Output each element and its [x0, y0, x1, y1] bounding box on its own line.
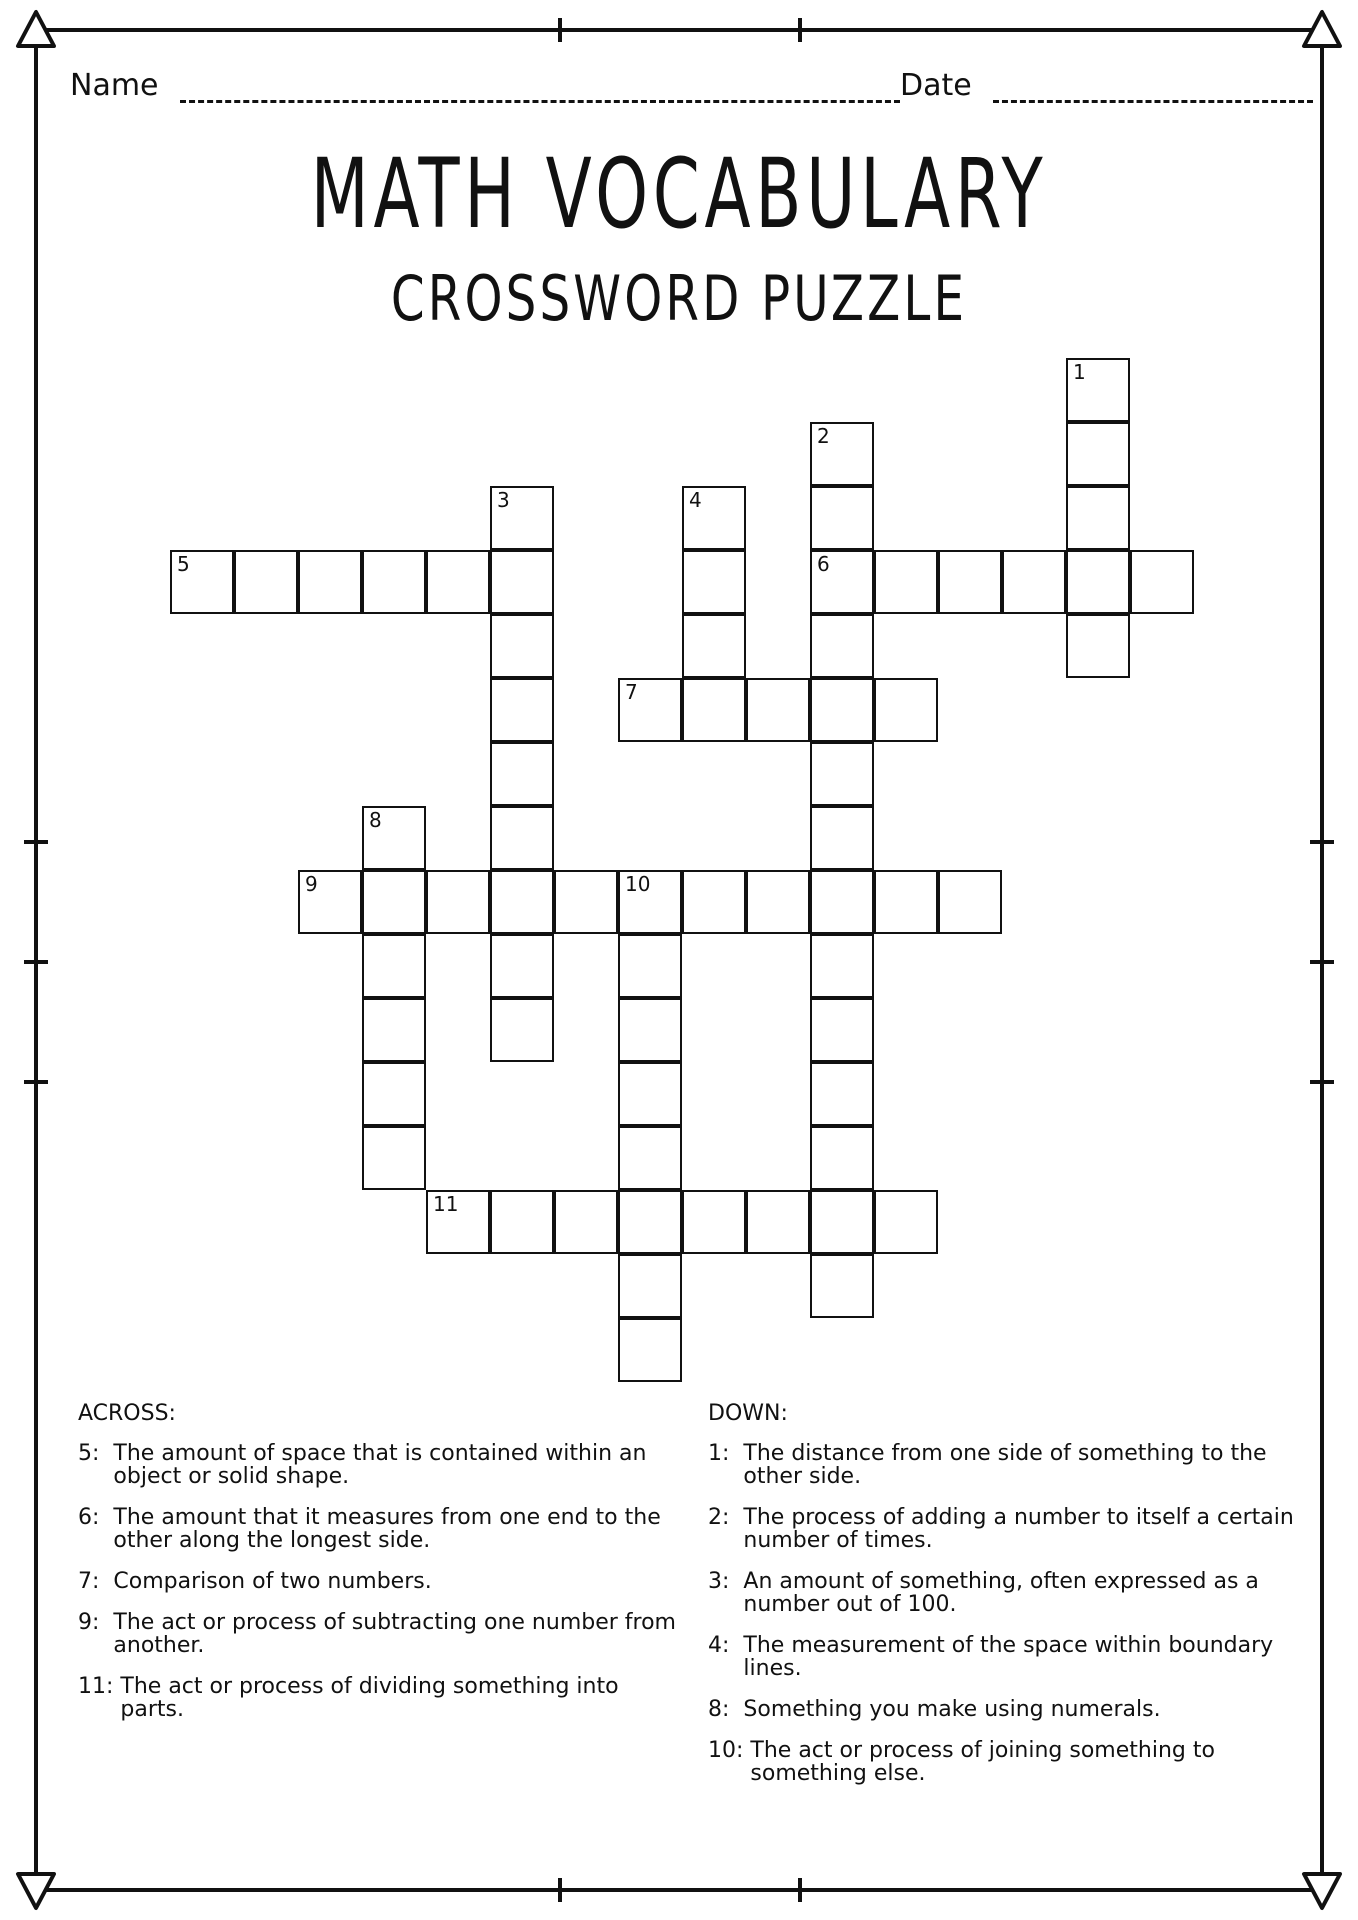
down-clue: [708, 1698, 1298, 1721]
crossword-cell[interactable]: [490, 806, 554, 870]
crossword-cell[interactable]: [1066, 358, 1130, 422]
down-clue: [708, 1739, 1298, 1785]
crossword-cell[interactable]: [1066, 614, 1130, 678]
down-clue: [708, 1634, 1298, 1680]
crossword-cell[interactable]: [362, 870, 426, 934]
clue-number: 3: [497, 488, 510, 512]
crossword-cell[interactable]: [810, 422, 874, 486]
across-clue: [78, 1506, 678, 1552]
crossword-cell[interactable]: [298, 550, 362, 614]
crossword-cell[interactable]: [618, 934, 682, 998]
crossword-cell[interactable]: [810, 870, 874, 934]
crossword-cell[interactable]: [1130, 550, 1194, 614]
crossword-cell[interactable]: [810, 998, 874, 1062]
crossword-cell[interactable]: [618, 998, 682, 1062]
crossword-cell[interactable]: [810, 486, 874, 550]
crossword-cell[interactable]: [490, 614, 554, 678]
date-label: Date: [900, 68, 972, 103]
across-clues: [78, 1402, 678, 1739]
crossword-cell[interactable]: [682, 678, 746, 742]
crossword-cell[interactable]: [362, 934, 426, 998]
crossword-cell[interactable]: [554, 870, 618, 934]
crossword-cell[interactable]: [362, 1062, 426, 1126]
crossword-cell[interactable]: [746, 870, 810, 934]
clue-number-label: 2:: [708, 1505, 744, 1530]
crossword-cell[interactable]: [746, 678, 810, 742]
name-label: Name: [70, 68, 159, 103]
crossword-cell[interactable]: [490, 870, 554, 934]
clue-text: The measurement of the space within boundary lines.: [743, 1633, 1274, 1681]
crossword-cell[interactable]: [682, 614, 746, 678]
crossword-cell[interactable]: [810, 1062, 874, 1126]
clue-text: Comparison of two numbers.: [113, 1569, 432, 1594]
crossword-cell[interactable]: [618, 1126, 682, 1190]
crossword-cell[interactable]: [810, 1126, 874, 1190]
crossword-cell[interactable]: [1066, 486, 1130, 550]
crossword-cell[interactable]: [618, 1254, 682, 1318]
clue-number-label: 11:: [78, 1674, 121, 1699]
crossword-cell[interactable]: [426, 550, 490, 614]
clue-number: 6: [817, 552, 830, 576]
crossword-cell[interactable]: [490, 678, 554, 742]
clue-text: The process of adding a number to itself a certain number of times.: [743, 1505, 1294, 1553]
clue-number-label: 1:: [708, 1441, 744, 1466]
across-clue: [78, 1611, 678, 1657]
clue-number-label: 6:: [78, 1505, 114, 1530]
clue-number: 8: [369, 808, 382, 832]
clue-number: 9: [305, 872, 318, 896]
crossword-cell[interactable]: [874, 678, 938, 742]
clue-text: The amount of space that is contained within an object or solid shape.: [113, 1441, 647, 1489]
crossword-cell[interactable]: [362, 550, 426, 614]
crossword-cell[interactable]: [490, 1190, 554, 1254]
crossword-cell[interactable]: [490, 998, 554, 1062]
crossword-cell[interactable]: [874, 550, 938, 614]
crossword-cell[interactable]: [362, 998, 426, 1062]
clue-number: 2: [817, 424, 830, 448]
crossword-cell[interactable]: [746, 1190, 810, 1254]
across-clue: [78, 1675, 678, 1721]
crossword-cell[interactable]: [874, 1190, 938, 1254]
crossword-cell[interactable]: [810, 1254, 874, 1318]
clue-number: 5: [177, 552, 190, 576]
crossword-cell[interactable]: [874, 870, 938, 934]
clue-number-label: 7:: [78, 1569, 114, 1594]
crossword-cell[interactable]: [938, 550, 1002, 614]
page-subtitle: CROSSWORD PUZZLE: [390, 262, 968, 335]
clue-number: 11: [433, 1192, 459, 1216]
crossword-cell[interactable]: [810, 550, 874, 614]
crossword-cell[interactable]: [682, 1190, 746, 1254]
across-clue: [78, 1442, 678, 1488]
clue-text: The act or process of dividing something into parts.: [120, 1674, 619, 1722]
crossword-cell[interactable]: [810, 1190, 874, 1254]
down-clue: [708, 1570, 1298, 1616]
crossword-cell[interactable]: [682, 550, 746, 614]
crossword-cell[interactable]: [362, 1126, 426, 1190]
crossword-cell[interactable]: [618, 678, 682, 742]
clue-number-label: 4:: [708, 1633, 744, 1658]
crossword-cell[interactable]: [170, 550, 234, 614]
clue-number-label: 10:: [708, 1738, 751, 1763]
crossword-cell[interactable]: [1002, 550, 1066, 614]
crossword-cell[interactable]: [810, 614, 874, 678]
page-title: MATH VOCABULARY: [310, 138, 1048, 250]
clue-number: 10: [625, 872, 651, 896]
crossword-cell[interactable]: [490, 550, 554, 614]
clue-text: The act or process of subtracting one number from another.: [113, 1610, 676, 1658]
crossword-cell[interactable]: [810, 678, 874, 742]
down-heading: DOWN:: [708, 1401, 788, 1426]
crossword-cell[interactable]: [618, 1190, 682, 1254]
clue-number-label: 8:: [708, 1697, 744, 1722]
crossword-cell[interactable]: [810, 806, 874, 870]
down-clues: [708, 1402, 1298, 1803]
crossword-cell[interactable]: [810, 742, 874, 806]
down-clue: [708, 1442, 1298, 1488]
crossword-cell[interactable]: [682, 870, 746, 934]
crossword-cell[interactable]: [362, 806, 426, 870]
crossword-cell[interactable]: [426, 1190, 490, 1254]
clue-number: 4: [689, 488, 702, 512]
clue-number: 7: [625, 680, 638, 704]
clue-text: The act or process of joining something to something else.: [750, 1738, 1215, 1786]
clue-number: 1: [1073, 360, 1086, 384]
clue-text: Something you make using numerals.: [743, 1697, 1161, 1722]
across-heading: ACROSS:: [78, 1401, 176, 1426]
clue-text: The amount that it measures from one end to the other along the longest side.: [113, 1505, 661, 1553]
down-clue: [708, 1506, 1298, 1552]
crossword-cell[interactable]: [490, 934, 554, 998]
crossword-cell[interactable]: [810, 934, 874, 998]
crossword-cell[interactable]: [490, 486, 554, 550]
crossword-cell[interactable]: [490, 742, 554, 806]
clue-text: An amount of something, often expressed as a number out of 100.: [743, 1569, 1259, 1617]
crossword-cell[interactable]: [618, 1062, 682, 1126]
crossword-cell[interactable]: [234, 550, 298, 614]
clue-text: The distance from one side of something to the other side.: [743, 1441, 1267, 1489]
crossword-cell[interactable]: [554, 1190, 618, 1254]
crossword-cell[interactable]: [618, 870, 682, 934]
across-clue: [78, 1570, 678, 1593]
crossword-cell[interactable]: [298, 870, 362, 934]
crossword-cell[interactable]: [618, 1318, 682, 1382]
crossword-cell[interactable]: [1066, 422, 1130, 486]
clue-number-label: 9:: [78, 1610, 114, 1635]
crossword-cell[interactable]: [682, 486, 746, 550]
clue-number-label: 3:: [708, 1569, 744, 1594]
crossword-cell[interactable]: [938, 870, 1002, 934]
clue-number-label: 5:: [78, 1441, 114, 1466]
crossword-cell[interactable]: [1066, 550, 1130, 614]
crossword-cell[interactable]: [426, 870, 490, 934]
